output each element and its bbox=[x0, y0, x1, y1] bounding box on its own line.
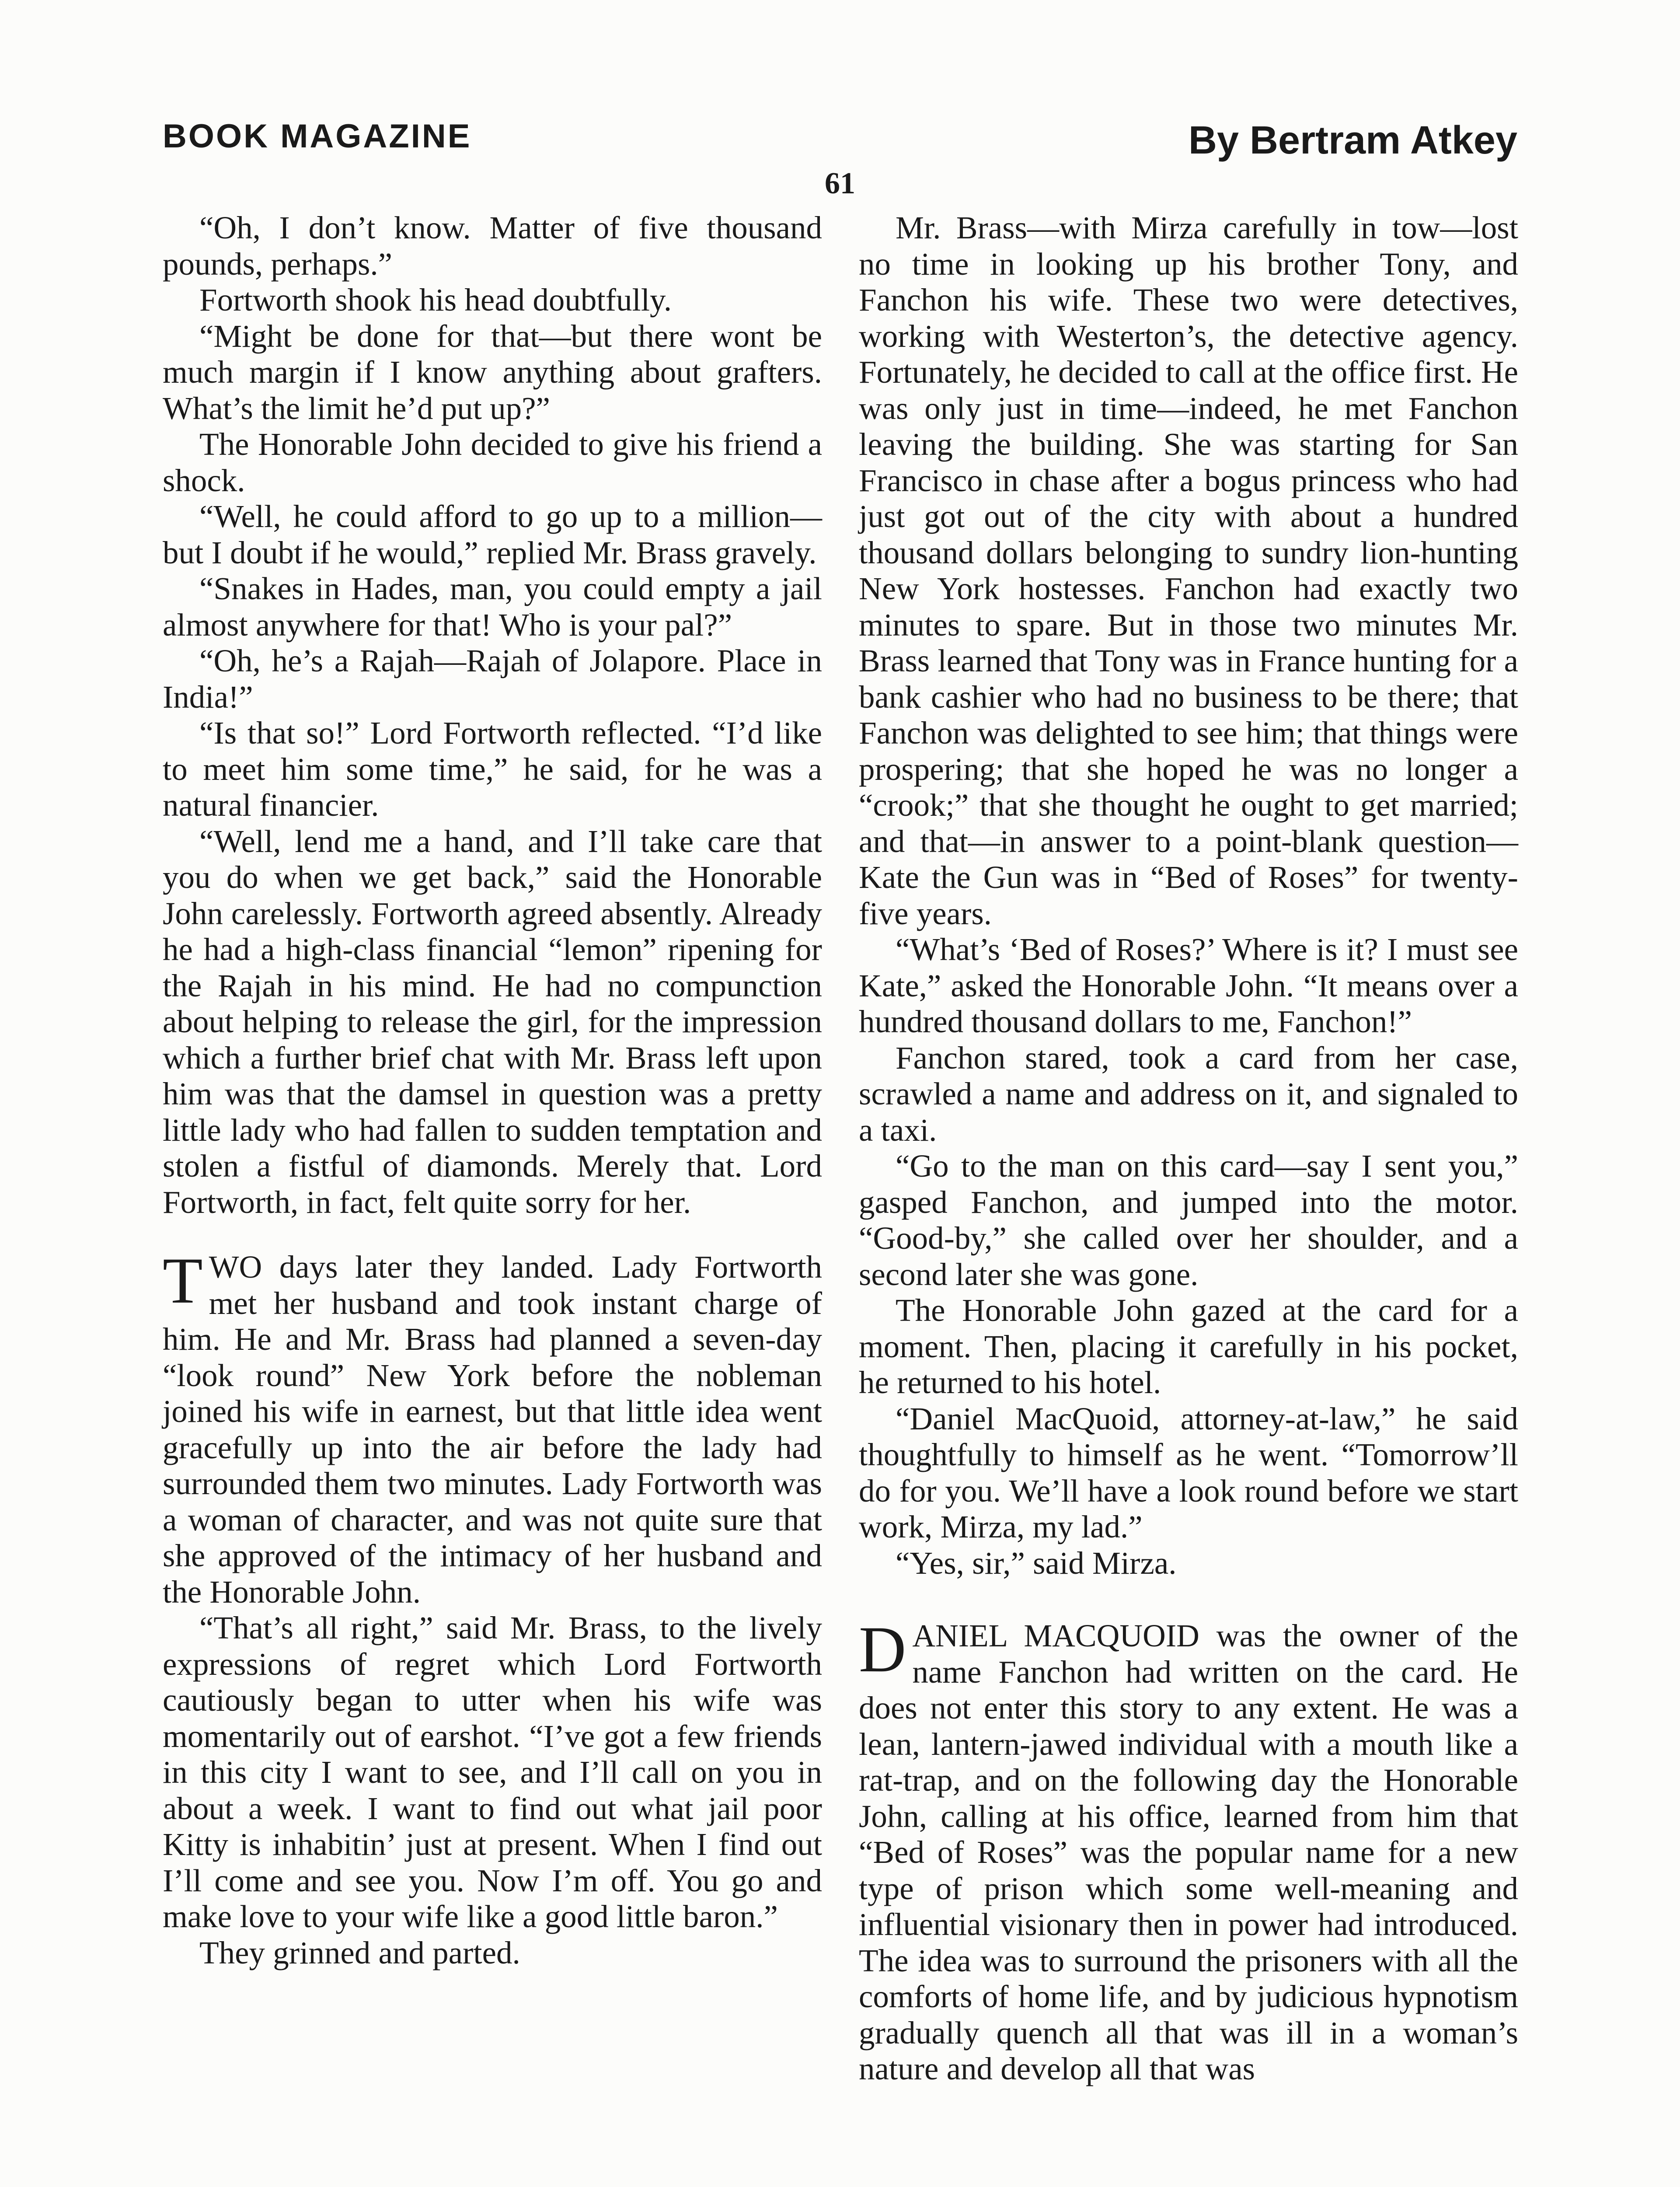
paragraph: Fortworth shook his head doubtfully. bbox=[199, 282, 672, 318]
paragraph: The Honorable John decided to give his friend a shock. bbox=[163, 426, 822, 498]
paragraph: Mr. Brass—with Mirza carefully in tow—lost no time in looking up his brother Tony, and Fanchon his wife. These two were detectives, working with Westerton’s, the detective agency. Fortunately, he decided to call at the office first. He was only just in time—indeed, he met Fanchon leaving the building. She was starting for San Francisco in chase after a bogus princess who had just got out of the city with about a hundred thousand dollars belonging to sundry lion-hunting New York hostesses. Fanchon had exactly two minutes to spare. But in those two minutes Mr. Brass learned that Tony was in France hunting for a bank cashier who had no business to be there; that Fanchon was delighted to see him; that things were prospering; that she hoped he was no longer a “crook;” that she thought he ought to get married; and that—in answer to a point-blank question—Kate the Gun was in “Bed of Roses” for twenty-five years. bbox=[859, 210, 1518, 931]
paragraph: “Might be done for that—but there wont be much margin if I know anything about grafters. What’s the limit he’d put up?” bbox=[163, 318, 822, 426]
paragraph: “What’s ‘Bed of Roses?’ Where is it? I must see Kate,” asked the Honorable John. “It means over a hundred thousand dollars to me, Fanchon!” bbox=[859, 932, 1518, 1039]
section-lead-smallcaps: ANIEL MACQUOID bbox=[912, 1618, 1199, 1653]
paragraph: “Is that so!” Lord Fortworth reflected. “I’d like to meet him some time,” he said, for he was a natural financier. bbox=[163, 715, 822, 823]
drop-cap: T bbox=[163, 1244, 203, 1317]
page-header-right: By Bertram Atkey bbox=[1189, 119, 1517, 162]
paragraph: “Oh, he’s a Rajah—Rajah of Jolapore. Place in India!” bbox=[163, 643, 822, 715]
section-opening-paragraph bbox=[163, 1244, 822, 1610]
paragraph: “Yes, sir,” said Mirza. bbox=[896, 1545, 1177, 1581]
paragraph: “Snakes in Hades, man, you could empty a jail almost anywhere for that! Who is your pal?” bbox=[163, 571, 822, 643]
paragraph: “Oh, I don’t know. Matter of five thousand pounds, perhaps.” bbox=[163, 210, 822, 282]
paragraph: Fanchon stared, took a card from her case, scrawled a name and address on it, and signaled to a taxi. bbox=[859, 1040, 1518, 1148]
left-column bbox=[163, 210, 822, 1971]
page-header-left: BOOK MAGAZINE bbox=[163, 118, 472, 155]
section-opening-text: was the owner of the name Fanchon had written on the card. He does not enter this story to any extent. He was a lean, lantern-jawed individual with a mouth like a rat-trap, and on the following day the Honorable John, calling at his office, learned from him that “Bed of Roses” was the popular name for a new type of prison which some well-meaning and influential visionary then in power had introduced. The idea was to surround the prisoners with all the comforts of home life, and by judicious hypnotism gradually quench all that was ill in a woman’s nature and develop all that was bbox=[859, 1618, 1518, 2086]
page-number: 61 bbox=[825, 167, 855, 200]
paragraph: The Honorable John gazed at the card for a moment. Then, placing it carefully in his pocket, he returned to his hotel. bbox=[859, 1293, 1518, 1400]
paragraph: They grinned and parted. bbox=[199, 1935, 520, 1970]
section-opening-paragraph bbox=[859, 1613, 1518, 2087]
drop-cap: D bbox=[859, 1613, 906, 1686]
right-column bbox=[859, 210, 1518, 2087]
paragraph: “Daniel MacQuoid, attorney-at-law,” he said thoughtfully to himself as he went. “Tomorrow’ll do for you. We’ll have a look round before we start work, Mirza, my lad.” bbox=[859, 1401, 1518, 1544]
paragraph: “Go to the man on this card—say I sent you,” gasped Fanchon, and jumped into the motor. “Good-by,” she called over her shoulder, and a second later she was gone. bbox=[859, 1148, 1518, 1292]
paragraph: “That’s all right,” said Mr. Brass, to the lively expressions of regret which Lord Fortworth cautiously began to utter when his wife was momentarily out of earshot. “I’ve got a few friends in this city I want to see, and I’ll call on you in about a week. I want to find out what jail poor Kitty is inhabitin’ just at present. When I find out I’ll come and see you. Now I’m off. You go and make love to your wife like a good little baron.” bbox=[163, 1610, 822, 1934]
paragraph: “Well, lend me a hand, and I’ll take care that you do when we get back,” said the Honorable John carelessly. Fortworth agreed absently. Already he had a high-class financial “lemon” ripening for the Rajah in his mind. He had no compunction about helping to release the girl, for the impression which a further brief chat with Mr. Brass left upon him was that the damsel in question was a pretty little lady who had fallen to sudden temptation and stolen a fistful of diamonds. Merely that. Lord Fortworth, in fact, felt quite sorry for her. bbox=[163, 823, 822, 1220]
section-opening-text: WO days later they landed. Lady Fortworth met her husband and took instant charge of him. He and Mr. Brass had planned a seven-day “look round” New York before the nobleman joined his wife in earnest, but that little idea went gracefully up into the air before the lady had surrounded them two minutes. Lady Fortworth was a woman of character, and was not quite sure that she approved of the intimacy of her husband and the Honorable John. bbox=[163, 1249, 822, 1610]
paragraph: “Well, he could afford to go up to a million—but I doubt if he would,” replied Mr. Brass gravely. bbox=[163, 499, 822, 570]
